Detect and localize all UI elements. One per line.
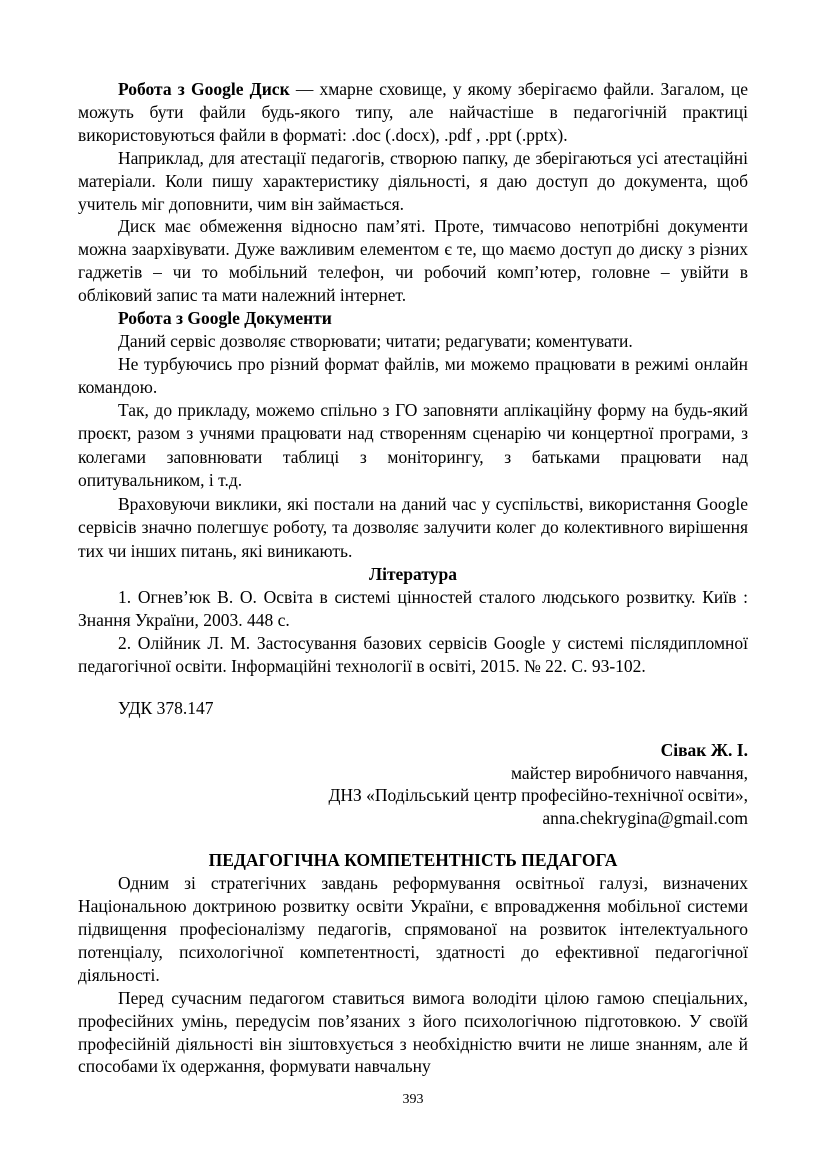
body-paragraph: Так, до прикладу, можемо спільно з ГО заповняти аплікаційну форму на будь-який проєкт, разом з учнями працювати над створенням сценарію чи концертної програми, з колегами заповнювати таблиці з моніторингу, з батьками працювати над опитувальником, і т.д. [78,399,748,491]
reference-item: 2. Олійник Л. М. Застосування базових сервісів Google у системі післядипломної педагогічної освіти. Інформаційні технології в освіті, 2015. № 22. С. 93-102. [78,632,748,676]
intro-text: — хмарне сховище, у якому зберігаємо файли. Загалом, це можуть бути файли будь-якого типу, але найчастіше в педагогічній практиці використовуються файли в форматі: .doc (.docx), .pdf , .ppt (.pptx). [78,79,748,145]
body-paragraph: Диск має обмеження відносно пам’яті. Проте, тимчасово непотрібні документи можна заархівувати. Дуже важливим елементом є те, що маємо доступ до диску з різних гаджетів – чи то мобільний телефон, чи робочий комп’ютер, головне – увійти в обліковий запис та мати належний інтернет. [78,216,748,306]
spacer [78,830,748,849]
references-heading: Література [369,564,457,585]
section-heading-google-docs: Робота з Google Документи [118,308,332,329]
body-paragraph: Одним зі стратегічних завдань реформування освітньої галузі, визначених Національною доктриною розвитку освіти України, є впровадження мобільної системи підвищення професіоналізму педагогів, спрямованої на розвиток інтелектуального потенціалу, психологічної компетентності, здатності до ефективної педагогічної діяльності. [78,873,748,985]
page-number: 393 [402,1092,424,1107]
body-paragraph: Перед сучасним педагогом ставиться вимога володіти цілою гамою спеціальних, професійних умінь, передусім пов’язаних з його психологічною підготовкою. У своїй професійній діяльності він зіштовхується з необхідністю вчити не лише знанням, але й способами їх одержання, формувати навчальну [78,987,748,1077]
body-paragraph: Даний сервіс дозволяє створювати; читати; редагувати; коментувати. [118,330,633,351]
body-paragraph: Наприклад, для атестації педагогів, створюю папку, де зберігаються усі атестаційні матеріали. Коли пишу характеристику діяльності, я даю доступ до документа, щоб учитель міг доповнити, чим він займається. [78,147,748,214]
spacer [78,720,748,739]
body-paragraph: Враховуючи виклики, які постали на даний час у суспільстві, використання Google сервісів значно полегшує роботу, та дозволяє залучити колег до колективного вирішення тих чи інших питань, які виникають. [78,493,748,561]
author-email: anna.chekrygina@gmail.com [542,808,748,829]
udc-code: УДК 378.147 [118,697,214,718]
intro-paragraph [78,78,748,147]
section-heading-google-drive: Робота з Google Диск [118,79,296,99]
document-page [78,78,748,1078]
author-institution: ДНЗ «Подільський центр професійно-технічної освіти», [328,785,748,806]
author-position: майстер виробничого навчання, [510,762,748,783]
body-paragraph: Не турбуючись про різний формат файлів, ми можемо працювати в режимі онлайн командою. [78,353,748,397]
reference-item: 1. Огнев’юк В. О. Освіта в системі цінностей сталого людського розвитку. Київ : Знання України, 2003. 448 с. [78,587,748,630]
author-name: Сівак Ж. І. [660,739,748,760]
article-title: ПЕДАГОГІЧНА КОМПЕТЕНТНІСТЬ ПЕДАГОГА [208,850,618,871]
spacer [78,678,748,697]
